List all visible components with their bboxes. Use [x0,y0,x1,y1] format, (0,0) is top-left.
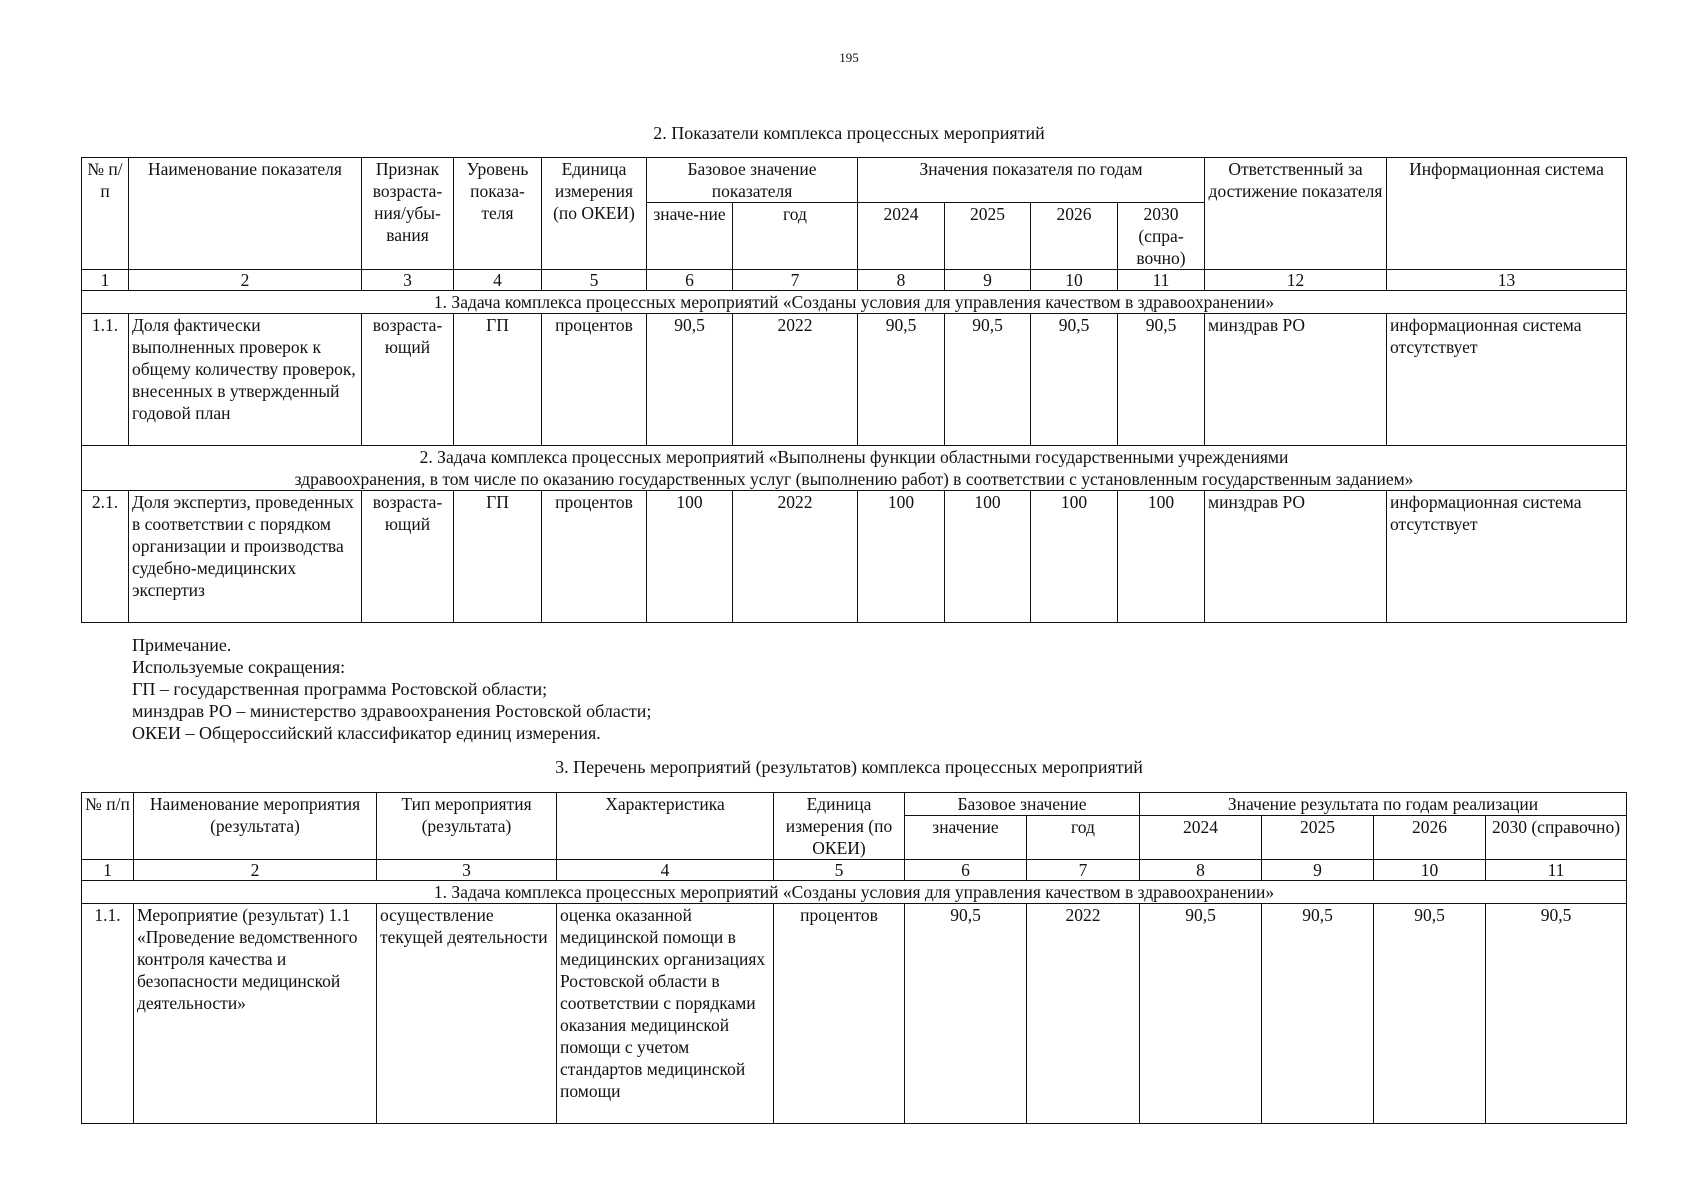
activities-table [81,792,1627,1124]
header-years: Значение результата по годам реализации [1140,793,1627,816]
row-2030: 90,5 [1118,314,1205,446]
row-name: Доля экспертиз, проведенных в соответствии с порядком организации и производства судебно-медицинских экспертиз [129,491,362,623]
col-num: 8 [1140,860,1262,881]
header-characteristic: Характеристика [557,793,774,860]
header-num: № п/п [82,158,129,270]
row-responsible: минздрав РО [1205,491,1387,623]
header-2025: 2025 [1262,816,1374,860]
row-characteristic: оценка оказанной медицинской помощи в медицинских организациях Ростовской области в соответствии с порядками оказания медицинской помощи с учетом стандартов медицинской помощи [557,904,774,1124]
header-base-year: год [1027,816,1140,860]
row-sign: возраста-ющий [362,491,454,623]
note-title: Примечание. [132,635,232,655]
col-num: 7 [733,270,858,291]
note-block [132,634,651,744]
col-num: 5 [774,860,905,881]
header-base-value: значе-ние [647,203,733,270]
col-num: 2 [129,270,362,291]
header-2024: 2024 [1140,816,1262,860]
header-2026: 2026 [1374,816,1486,860]
row-name: Доля фактически выполненных проверок к общему количеству проверок, внесенных в утвержденный годовой план [129,314,362,446]
row-info-system: информационная система отсутствует [1387,314,1627,446]
header-base-value: значение [905,816,1027,860]
header-2026: 2026 [1031,203,1118,270]
header-row [82,158,1627,203]
row-unit: процентов [542,314,647,446]
row-base-value: 100 [647,491,733,623]
section-2-title: 2. Показатели комплекса процессных мероприятий [653,123,1045,143]
col-num: 9 [945,270,1031,291]
col-num: 2 [134,860,377,881]
col-num: 11 [1486,860,1627,881]
header-sign: Признак возраста-ния/убы-вания [362,158,454,270]
row-level: ГП [454,314,542,446]
header-unit: Единица измерения (по ОКЕИ) [542,158,647,270]
row-info-system: информационная система отсутствует [1387,491,1627,623]
row-2030: 90,5 [1486,904,1627,1124]
header-level: Уровень показа-теля [454,158,542,270]
col-num: 1 [82,270,129,291]
column-number-row [82,270,1627,291]
task-2-row [82,446,1627,491]
row-2024: 90,5 [858,314,945,446]
col-num: 10 [1374,860,1486,881]
col-num: 11 [1118,270,1205,291]
task-1-text: 1. Задача комплекса процессных мероприятий «Созданы условия для управления качеством в здравоохранении» [82,291,1627,314]
row-2026: 90,5 [1031,314,1118,446]
row-base-year: 2022 [733,491,858,623]
header-years: Значения показателя по годам [858,158,1205,203]
col-num: 5 [542,270,647,291]
task-2-text [82,446,1627,491]
task-2-line-1: 2. Задача комплекса процессных мероприятий «Выполнены функции областными государственными учреждениями [419,447,1289,467]
row-num: 1.1. [82,904,134,1124]
header-base: Базовое значение [905,793,1140,816]
row-base-year: 2022 [1027,904,1140,1124]
row-2030: 100 [1118,491,1205,623]
col-num: 3 [377,860,557,881]
col-num: 4 [454,270,542,291]
col-num: 6 [647,270,733,291]
col-num: 3 [362,270,454,291]
col-num: 1 [82,860,134,881]
header-row [82,793,1627,816]
col-num: 9 [1262,860,1374,881]
task-1-text: 1. Задача комплекса процессных мероприятий «Созданы условия для управления качеством в здравоохранении» [82,881,1627,904]
row-type: осуществление текущей деятельности [377,904,557,1124]
row-2025: 90,5 [945,314,1031,446]
note-line: ГП – государственная программа Ростовской области; [132,679,548,699]
col-num: 4 [557,860,774,881]
header-base-year: год [733,203,858,270]
task-2-line-2: здравоохранения, в том числе по оказанию государственных услуг (выполнению работ) в соответствии с установленным государственным заданием» [294,469,1414,489]
row-2026: 100 [1031,491,1118,623]
note-abbr-title: Используемые сокращения: [132,657,346,677]
section-3-title: 3. Перечень мероприятий (результатов) комплекса процессных мероприятий [555,757,1143,777]
col-num: 7 [1027,860,1140,881]
task-1-row [82,881,1627,904]
header-responsible: Ответственный за достижение показателя [1205,158,1387,270]
table-row [82,491,1627,623]
header-unit: Единица измерения (по ОКЕИ) [774,793,905,860]
header-2025: 2025 [945,203,1031,270]
header-2030: 2030 (справочно) [1486,816,1627,860]
row-sign: возраста-ющий [362,314,454,446]
row-num: 2.1. [82,491,129,623]
header-num: № п/п [82,793,134,860]
col-num: 13 [1387,270,1627,291]
row-2024: 90,5 [1140,904,1262,1124]
col-num: 12 [1205,270,1387,291]
indicators-table [81,157,1627,623]
page-number: 195 [839,50,859,65]
row-base-value: 90,5 [647,314,733,446]
header-2030: 2030 (спра-вочно) [1118,203,1205,270]
col-num: 8 [858,270,945,291]
header-name: Наименование показателя [129,158,362,270]
row-num: 1.1. [82,314,129,446]
header-info-system: Информационная система [1387,158,1627,270]
row-2025: 90,5 [1262,904,1374,1124]
row-2025: 100 [945,491,1031,623]
row-2026: 90,5 [1374,904,1486,1124]
row-unit: процентов [542,491,647,623]
row-base-value: 90,5 [905,904,1027,1124]
header-name: Наименование мероприятия (результата) [134,793,377,860]
header-base: Базовое значение показателя [647,158,858,203]
row-level: ГП [454,491,542,623]
row-responsible: минздрав РО [1205,314,1387,446]
row-base-year: 2022 [733,314,858,446]
task-1-row [82,291,1627,314]
table-row [82,314,1627,446]
note-line: ОКЕИ – Общероссийский классификатор единиц измерения. [132,723,601,743]
row-name: Мероприятие (результат) 1.1 «Проведение ведомственного контроля качества и безопасности медицинской деятельности» [134,904,377,1124]
col-num: 10 [1031,270,1118,291]
column-number-row [82,860,1627,881]
header-type: Тип мероприятия (результата) [377,793,557,860]
row-unit: процентов [774,904,905,1124]
row-2024: 100 [858,491,945,623]
header-2024: 2024 [858,203,945,270]
note-line: минздрав РО – министерство здравоохранения Ростовской области; [132,701,652,721]
col-num: 6 [905,860,1027,881]
table-row [82,904,1627,1124]
